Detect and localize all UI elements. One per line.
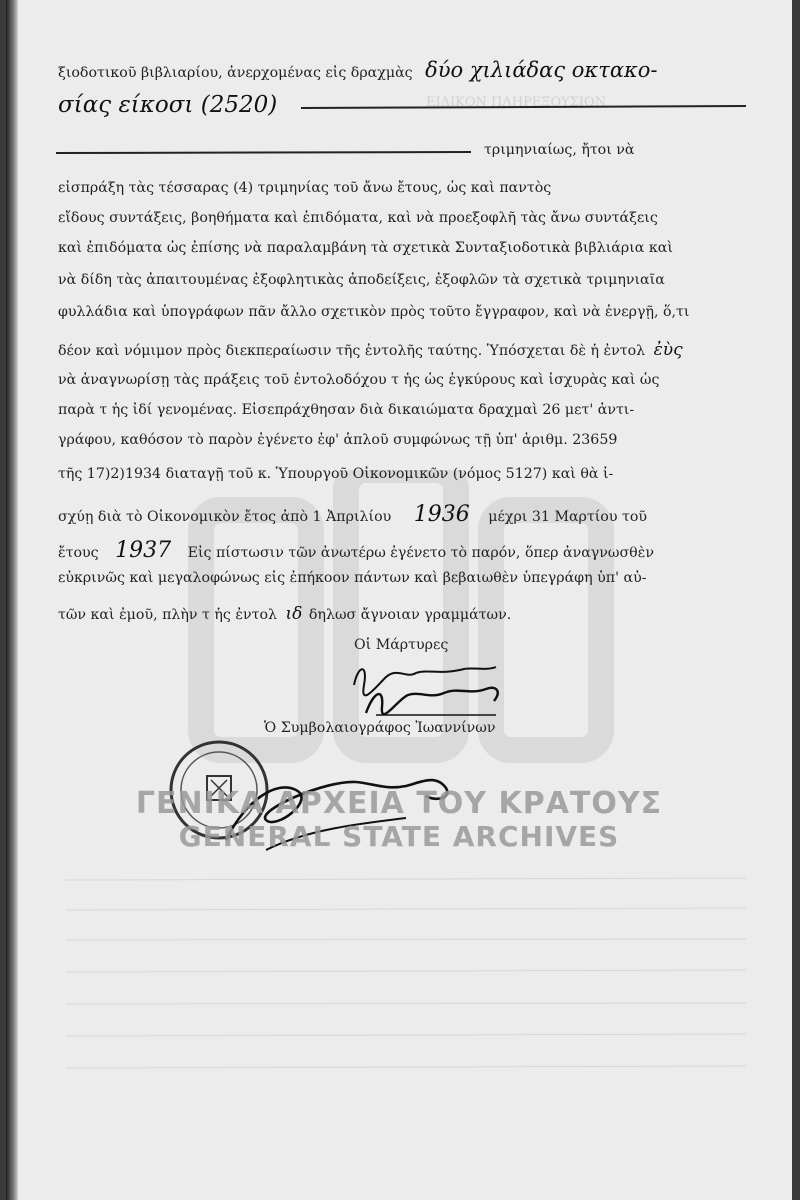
text-line [58,402,792,418]
printed-text: δέον καὶ νόμιμον πρὸς διεκπεραίωσιν τῆς ἐντολῆς ταύτης. Ὑπόσχεται δὲ ἡ ἐντολ [58,343,646,359]
printed-text: εὐκρινῶς καὶ μεγαλοφώνως εἰς ἐπήκοον πάντων καὶ βεβαιωθὲν ὑπεγράφη ὑπ' αὐ- [58,570,647,586]
printed-text: εἰσπράξη τὰς τέσσαρας (4) τριμηνίας τοῦ ἄνω ἔτους, ὡς καὶ παντὸς [58,180,552,196]
text-line [58,538,792,563]
handwritten-text: δύο χιλιάδας οκτακο- [425,58,658,82]
handwritten-year: 1937 [115,538,172,563]
printed-text: δηλωσ ἄγνοιαν γραμμάτων. [308,607,512,623]
printed-text: ἔτους [58,545,99,561]
text-line [58,340,792,360]
printed-text: σχύῃ διὰ τὸ Οἰκονομικὸν ἔτος ἀπὸ 1 Ἀπριλίου [58,509,392,525]
text-line [58,58,792,82]
printed-text: Εἰς πίστωσιν τῶν ἀνωτέρω ἐγένετο τὸ παρόν, ὅπερ ἀναγνωσθὲν [187,545,654,561]
witness-signatures [346,655,516,720]
handwritten-text: σίας είκοσι (2520) [58,92,278,118]
text-line [58,372,792,388]
text-line [58,466,792,482]
notary-label: Ὁ Συμβολαιογράφος Ἰωαννίνων [264,720,496,736]
text-line [58,604,792,624]
text-line [58,304,792,320]
fill-in-line [301,100,751,114]
handwritten-text: ἐὺς [653,340,683,360]
printed-text: φυλλάδια καὶ ὑπογράφων πᾶν ἄλλο σχετικὸν πρὸς τοῦτο ἔγγραφον, καὶ νὰ ἐνεργῇ, ὅ,τι [58,304,690,320]
text-line [58,502,792,527]
handwritten-text: ιδ [285,604,303,624]
bleed-through-lines [46,860,766,1100]
text-line [484,142,792,158]
text-line [58,570,792,586]
page-shadow-edge [6,0,18,1200]
printed-text: τριμηνιαίως, ἤτοι νὰ [484,142,635,158]
printed-text: εἴδους συντάξεις, βοηθήματα καὶ ἐπιδόματα, καὶ νὰ προεξοφλῆ τὰς ἄνω συντάξεις [58,210,658,226]
handwritten-year: 1936 [413,502,470,527]
printed-text: νὰ δίδη τὰς ἀπαιτουμένας ἐξοφλητικὰς ἀποδείξεις, ἐξοφλῶν τὰ σχετικὰ τριμηνιαῖα [58,272,665,288]
text-line [58,180,792,196]
archive-watermark-english: GENERAL STATE ARCHIVES [178,820,620,853]
printed-text: τῆς 17)2)1934 διαταγῇ τοῦ κ. Ὑπουργοῦ Οἰκονομικῶν (νόμος 5127) καὶ θὰ ἰ- [58,466,614,482]
printed-text: νὰ ἀναγνωρίσῃ τὰς πράξεις τοῦ ἐντολοδόχου τ ἡς ὡς ἐγκύρους καὶ ἰσχυρὰς καὶ ὡς [58,372,660,388]
fill-in-line [56,148,476,158]
text-line [58,240,792,256]
printed-text: τῶν καὶ ἐμοῦ, πλὴν τ ἡς ἐντολ [58,607,277,623]
text-line [58,272,792,288]
text-line [58,210,792,226]
printed-text: ξιοδοτικοῦ βιβλιαρίου, ἀνερχομένας εἰς δραχμὰς [58,65,413,81]
archive-watermark-greek: ΓΕΝΙΚΑ ΑΡΧΕΙΑ ΤΟΥ ΚΡΑΤΟΥΣ [135,786,663,821]
witnesses-label: Οἱ Μάρτυρες [354,637,449,653]
printed-text: καὶ ἐπιδόματα ὡς ἐπίσης νὰ παραλαμβάνη τὰ σχετικὰ Συνταξιοδοτικὰ βιβλιάρια καὶ [58,240,673,256]
text-line [58,432,792,448]
printed-text: μέχρι 31 Μαρτίου τοῦ [488,509,647,525]
bleed-through-heading: ΕΙΔΙΚΟΝ ΠΛΗΡΕΞΟΥΣΙΟΝ [426,95,607,110]
printed-text: παρὰ τ ἡς ἰδί γενομένας. Εἰσεπράχθησαν διὰ δικαιώματα δραχμαὶ 26 μετ' ἀντι- [58,402,635,418]
printed-text: γράφου, καθόσον τὸ παρὸν ἐγένετο ἐφ' ἁπλοῦ συμφώνως τῇ ὑπ' ἀριθμ. 23659 [58,432,618,448]
document-page [6,0,792,1200]
